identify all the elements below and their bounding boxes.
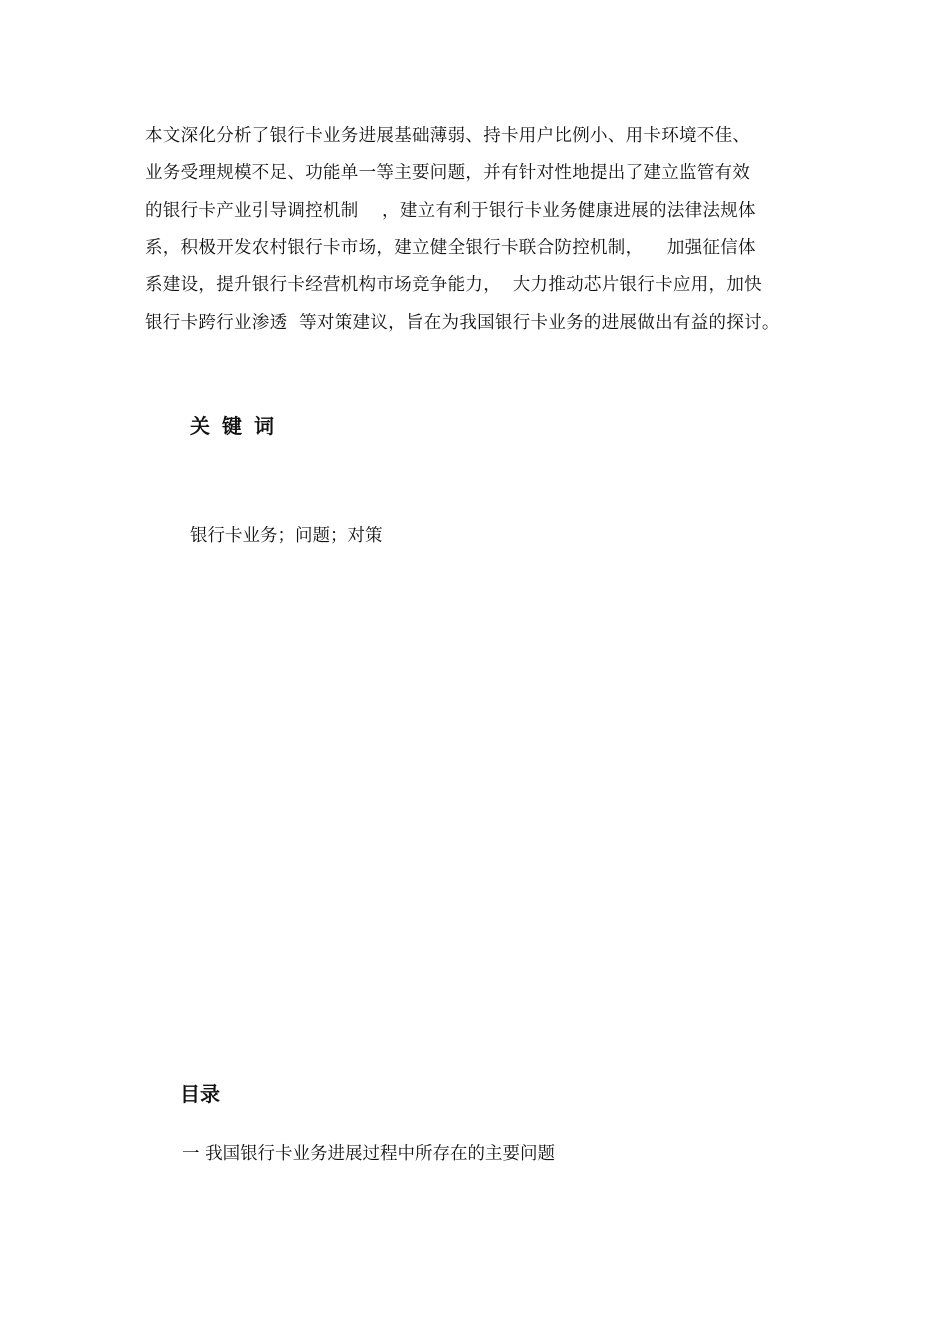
abstract-line-4: 系，积极开发农村银行卡市场，建立健全银行卡联合防控机制， 加强征信体	[145, 238, 756, 258]
toc-heading: 目录	[180, 1082, 220, 1106]
keywords-heading: 关键词	[190, 414, 286, 438]
abstract-line-3: 的银行卡产业引导调控机制 ，建立有利于银行卡业务健康进展的法律法规体	[145, 201, 756, 221]
toc-item-1[interactable]: 一 我国银行卡业务进展过程中所存在的主要问题	[182, 1144, 556, 1164]
abstract-line-5: 系建设，提升银行卡经营机构市场竞争能力， 大力推动芯片银行卡应用，加快	[145, 275, 762, 295]
abstract-line-6: 银行卡跨行业渗透 等对策建议，旨在为我国银行卡业务的进展做出有益的探讨。	[145, 313, 780, 333]
keywords-text: 银行卡业务；问题；对策	[190, 526, 383, 546]
abstract-line-1: 本文深化分析了银行卡业务进展基础薄弱、持卡用户比例小、用卡环境不佳、	[145, 126, 751, 146]
abstract-line-2: 业务受理规模不足、功能单一等主要问题，并有针对性地提出了建立监管有效	[145, 163, 751, 183]
